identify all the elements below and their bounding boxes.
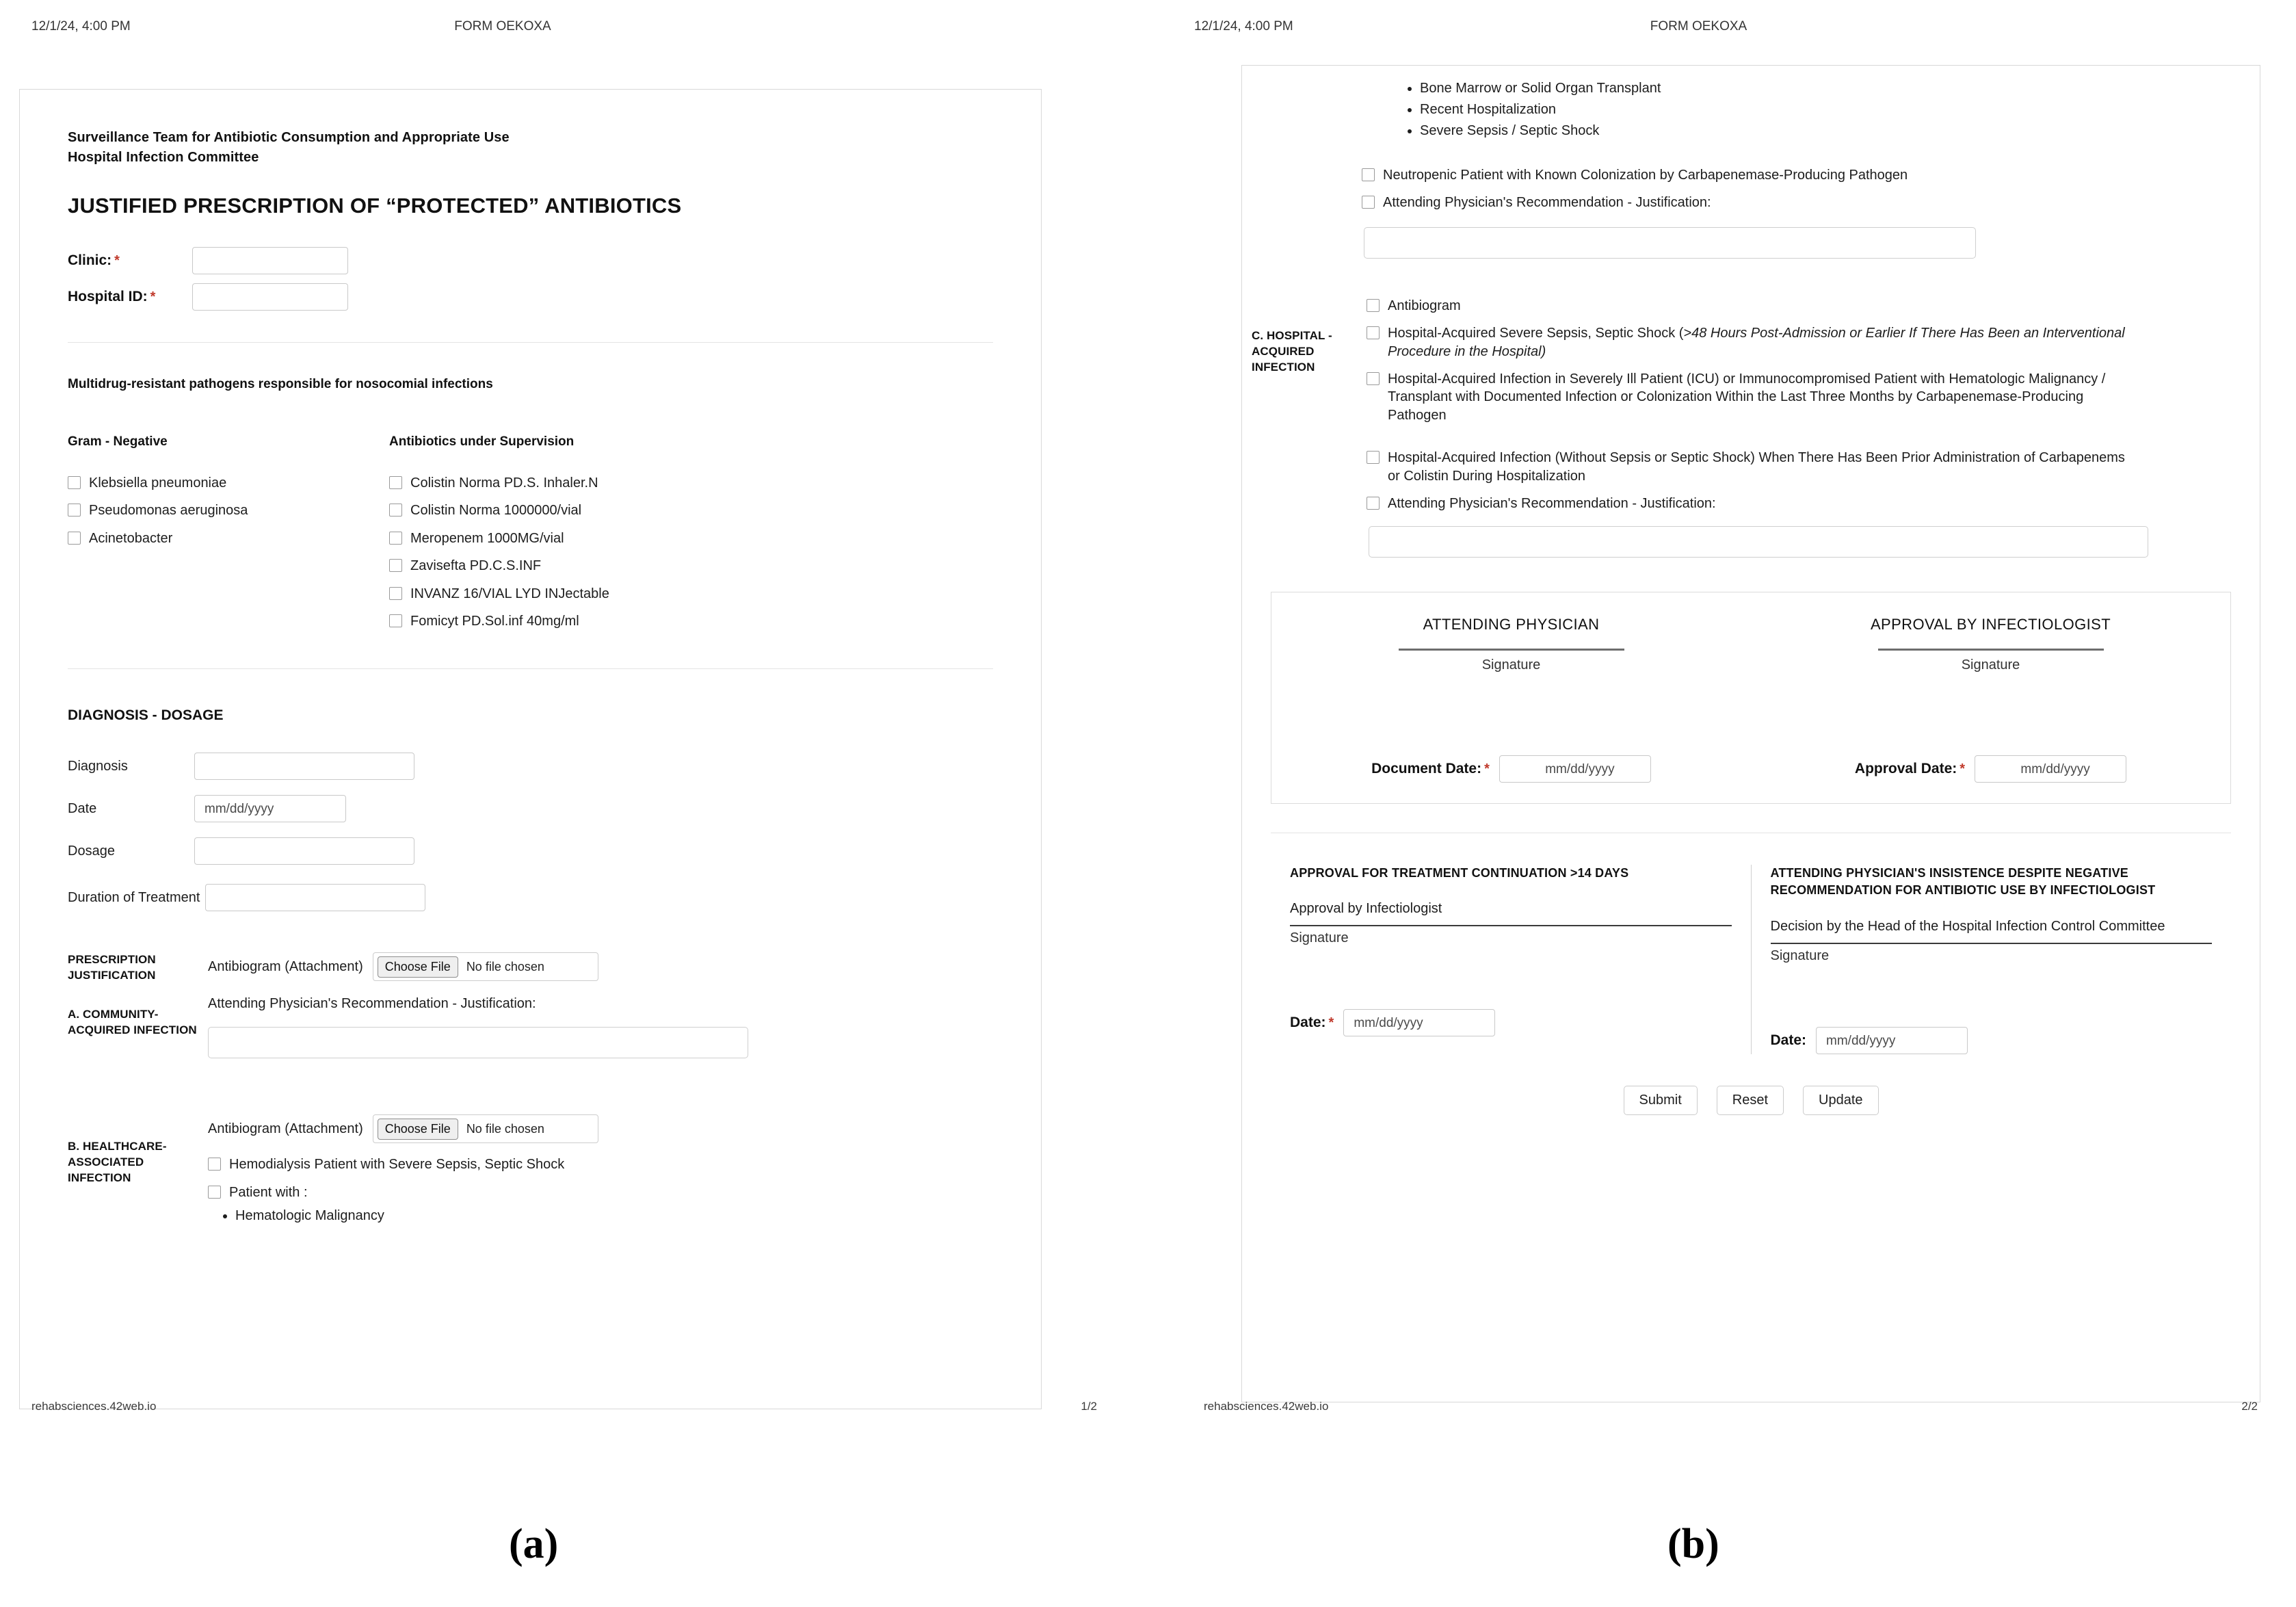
form-card-page-a — [19, 89, 1042, 1409]
checkbox-colistin-vial[interactable] — [389, 501, 993, 519]
physician-insistence-date-label: Date: — [1770, 1032, 1807, 1048]
attending-physician-signature-caption: Signature — [1481, 657, 1541, 673]
checkbox-icon[interactable] — [1362, 196, 1375, 209]
dosage-input[interactable] — [194, 837, 414, 865]
checkbox-label: Zavisefta PD.C.S.INF — [410, 558, 542, 574]
checkbox-icon[interactable] — [389, 559, 402, 572]
divider-1 — [68, 342, 993, 343]
checkbox-label: Pseudomonas aeruginosa — [89, 503, 248, 519]
justification-block-a-body — [208, 952, 993, 1058]
print-title-a: FORM OEKOXA — [454, 19, 551, 34]
checkbox-meropenem[interactable] — [389, 530, 993, 547]
attending-physician-signature-line — [1399, 649, 1624, 651]
treatment-continuation-date-placeholder: mm/dd/yyyy — [1354, 1016, 1423, 1031]
checkbox-icon[interactable] — [389, 532, 402, 545]
recommendation-input-a[interactable] — [208, 1027, 748, 1058]
checkbox-icon[interactable] — [1367, 451, 1380, 464]
treatment-continuation-date-label-text: Date: — [1290, 1015, 1326, 1031]
update-button[interactable]: Update — [1803, 1086, 1879, 1115]
continued-checkbox-block — [1242, 142, 2260, 259]
print-header-b — [1163, 19, 2296, 37]
physician-insistence-signature-caption: Signature — [1770, 948, 1830, 963]
physician-insistence-subtitle: Decision by the Head of the Hospital Infection Control Committee — [1770, 918, 2165, 934]
checkbox-label: Attending Physician's Recommendation - Justification: — [1383, 195, 1711, 211]
approval-date-placeholder: mm/dd/yyyy — [2020, 762, 2090, 777]
form-card-page-b — [1241, 65, 2260, 1402]
document-title: JUSTIFIED PRESCRIPTION OF “PROTECTED” ANTIBIOTICS — [68, 194, 682, 218]
section-c-justification-input[interactable] — [1369, 526, 2148, 558]
checkbox-label: Klebsiella pneumoniae — [89, 475, 227, 491]
file-status-text-b: No file chosen — [466, 1121, 544, 1136]
physician-insistence-title: ATTENDING PHYSICIAN'S INSISTENCE DESPITE NEGATIVE RECOMMENDATION FOR ANTIBIOTIC USE BY INFECTIOLOGIST — [1770, 866, 2156, 898]
checkbox-icon[interactable] — [389, 614, 402, 627]
document-date-placeholder: mm/dd/yyyy — [1545, 762, 1615, 777]
checkbox-hospital-acquired-without-sepsis[interactable] — [1367, 449, 2220, 485]
bottom-approval-section — [1271, 865, 2231, 1054]
antibiogram-file-input-b[interactable] — [373, 1114, 598, 1143]
checkbox-icon[interactable] — [1367, 326, 1380, 339]
antibiogram-attachment-label-b: Antibiogram (Attachment) — [208, 1121, 363, 1136]
diagnosis-label: Diagnosis — [68, 758, 128, 774]
antibiogram-attachment-row-a — [208, 952, 993, 981]
treatment-continuation-required-mark: * — [1328, 1015, 1334, 1031]
section-c-side-label — [1252, 297, 1367, 376]
print-url-a: rehabsciences.42web.io — [31, 1400, 157, 1413]
page-b-panel — [1163, 0, 2296, 1478]
checkbox-hospital-acquired-severely-ill[interactable] — [1367, 370, 2220, 424]
gram-negative-list — [68, 474, 389, 547]
checkbox-zavisefta[interactable] — [389, 557, 993, 575]
antibiogram-file-input-a[interactable] — [373, 952, 598, 981]
clinic-row — [68, 247, 993, 274]
section-c — [1242, 259, 2260, 558]
checkbox-hemodialysis-severe-sepsis[interactable] — [208, 1155, 993, 1173]
checkbox-fomicyt[interactable] — [389, 612, 993, 630]
approval-date-required-mark: * — [1959, 761, 1966, 777]
gram-negative-heading: Gram - Negative — [68, 434, 168, 449]
date-placeholder: mm/dd/yyyy — [204, 802, 274, 817]
document-date-label — [1371, 761, 1490, 777]
date-row — [68, 795, 993, 822]
clinic-label — [68, 252, 192, 269]
physician-insistence-signature-line — [1771, 943, 2213, 944]
treatment-continuation-column — [1271, 865, 1752, 1054]
justification-side-labels — [68, 952, 208, 1038]
print-url-b: rehabsciences.42web.io — [1204, 1400, 1329, 1413]
checkbox-icon[interactable] — [1367, 299, 1380, 312]
checkbox-label: Colistin Norma 1000000/vial — [410, 503, 582, 519]
pathogen-columns — [68, 434, 993, 640]
print-header-a — [0, 19, 1122, 37]
checkbox-label: Patient with : — [229, 1184, 308, 1200]
infectiologist-approval-title: APPROVAL BY INFECTIOLOGIST — [1870, 616, 2111, 633]
date-input[interactable] — [194, 795, 346, 822]
checkbox-icon[interactable] — [68, 476, 81, 489]
infectiologist-signature-caption: Signature — [1961, 657, 2020, 673]
continued-bullets-block — [1242, 66, 2260, 142]
clinic-label-text: Clinic: — [68, 252, 112, 268]
checkbox-icon[interactable] — [389, 476, 402, 489]
subfigure-caption-b: (b) — [1667, 1521, 1719, 1567]
justification-block-b — [68, 1114, 993, 1227]
physician-insistence-date-placeholder: mm/dd/yyyy — [1826, 1033, 1896, 1048]
checkbox-patient-with[interactable] — [208, 1184, 993, 1201]
hospital-id-required-mark: * — [150, 289, 156, 304]
document-date-row — [1271, 755, 1751, 783]
infectiologist-approval-column — [1751, 616, 2230, 783]
diagnosis-section-heading: DIAGNOSIS - DOSAGE — [68, 707, 224, 724]
diagnosis-input[interactable] — [194, 753, 414, 780]
section-c-side-label-text: C. HOSPITAL - ACQUIRED INFECTION — [1252, 328, 1332, 374]
clinic-input[interactable] — [192, 247, 348, 274]
checkbox-attending-recommendation-1[interactable] — [1362, 194, 2220, 211]
gram-negative-column — [68, 434, 389, 640]
antibiotics-list — [389, 474, 993, 630]
infectiologist-signature-line — [1878, 649, 2104, 651]
block-b-side-label: B. HEALTHCARE-ASSOCIATED INFECTION — [68, 1140, 167, 1185]
approval-date-row — [1751, 755, 2230, 783]
checkbox-label: Antibiogram — [1388, 298, 1461, 313]
section-c-body — [1367, 297, 2220, 558]
checkbox-label: Hospital-Acquired Infection in Severely Ill Patient (ICU) or Immunocompromised Patient with Hematologic Malignancy / Transplant with Documented Infection or Colonization Within the Last Three Months by Carbapenemase-Producing Pathogen — [1388, 371, 2106, 423]
physician-insistence-date-row — [1771, 1027, 2213, 1054]
antibiotics-column — [389, 434, 993, 640]
antibiogram-attachment-label-a: Antibiogram (Attachment) — [208, 958, 363, 974]
checkbox-acinetobacter[interactable] — [68, 530, 389, 547]
choose-file-button-a[interactable]: Choose File — [378, 956, 458, 978]
attending-physician-signature-column — [1271, 616, 1751, 783]
diagnosis-row — [68, 753, 993, 780]
physician-insistence-date-input[interactable] — [1816, 1027, 1968, 1054]
print-title-b: FORM OEKOXA — [1650, 19, 1747, 34]
signature-box — [1271, 592, 2231, 804]
continued-justification-input[interactable] — [1364, 227, 1976, 259]
checkbox-label: Acinetobacter — [89, 530, 173, 546]
checkbox-klebsiella-pneumoniae[interactable] — [68, 474, 389, 492]
org-line-1: Surveillance Team for Antibiotic Consumption and Appropriate Use — [68, 130, 510, 145]
recommendation-label-a: Attending Physician's Recommendation - Justification: — [208, 996, 536, 1012]
checkbox-colistin-inhaler[interactable] — [389, 474, 993, 492]
pathogen-section-heading: Multidrug-resistant pathogens responsible for nosocomial infections — [68, 377, 493, 391]
treatment-continuation-signature-line — [1290, 925, 1732, 926]
checkbox-icon[interactable] — [1367, 372, 1380, 385]
hospital-id-row — [68, 283, 993, 311]
block-b-bullet-list — [208, 1205, 993, 1227]
treatment-continuation-date-row — [1290, 1009, 1732, 1036]
diagnosis-rows — [68, 753, 993, 911]
checkbox-icon[interactable] — [208, 1186, 221, 1199]
treatment-continuation-title: APPROVAL FOR TREATMENT CONTINUATION >14 DAYS — [1290, 866, 1629, 880]
organization-heading — [68, 128, 993, 168]
physician-insistence-column — [1752, 865, 2232, 1054]
treatment-continuation-date-label — [1290, 1015, 1334, 1031]
document-date-input[interactable] — [1499, 755, 1651, 783]
duration-input[interactable] — [205, 884, 425, 911]
block-a-side-label: A. COMMUNITY-ACQUIRED INFECTION — [68, 1008, 197, 1037]
checkbox-icon[interactable] — [68, 532, 81, 545]
checkbox-label: Colistin Norma PD.S. Inhaler.N — [410, 475, 598, 491]
diagnosis-section — [68, 707, 993, 911]
checkbox-invanz[interactable] — [389, 585, 993, 603]
approval-date-label — [1855, 761, 1965, 777]
print-page-b: 2/2 — [2241, 1400, 2258, 1413]
print-page-a: 1/2 — [1081, 1400, 1097, 1413]
checkbox-antibiogram[interactable] — [1367, 297, 2220, 315]
checkbox-label: Attending Physician's Recommendation - Justification: — [1388, 495, 1716, 511]
dosage-row — [68, 837, 993, 865]
approval-date-label-text: Approval Date: — [1854, 761, 1957, 777]
checkbox-label: INVANZ 16/VIAL LYD INJectable — [410, 586, 609, 601]
submit-button[interactable]: Submit — [1624, 1086, 1698, 1115]
print-date-a: 12/1/24, 4:00 PM — [31, 19, 131, 34]
section-c-spacer — [1367, 434, 2220, 449]
checkbox-label: Meropenem 1000MG/vial — [410, 530, 564, 546]
checkbox-label: Fomicyt PD.Sol.inf 40mg/ml — [410, 613, 579, 629]
checkbox-icon[interactable] — [389, 587, 402, 600]
continued-bullet-list — [1393, 78, 2220, 142]
antibiotics-heading: Antibiotics under Supervision — [389, 434, 575, 449]
checkbox-label: Hospital-Acquired Severe Sepsis, Septic Shock (>48 Hours Post-Admission or Earlier If There Has Been an Interventional Procedure in the Hospital) — [1388, 326, 2125, 359]
choose-file-button-b[interactable]: Choose File — [378, 1119, 458, 1140]
checkbox-label: Hemodialysis Patient with Severe Sepsis, Septic Shock — [229, 1157, 565, 1173]
checkbox-icon[interactable] — [1367, 497, 1380, 510]
hospital-id-input[interactable] — [192, 283, 348, 311]
file-status-text-a: No file chosen — [466, 959, 544, 974]
treatment-continuation-date-input[interactable] — [1343, 1009, 1495, 1036]
checkbox-neutropenic-patient[interactable] — [1362, 166, 2220, 184]
print-footer-a — [0, 1400, 1122, 1417]
bullet-severe-sepsis: • Severe Sepsis / Septic Shock — [1420, 120, 2220, 142]
clinic-required-mark: * — [114, 253, 120, 268]
approval-date-input[interactable] — [1975, 755, 2126, 783]
bullet-bone-marrow-transplant: • Bone Marrow or Solid Organ Transplant — [1420, 78, 2220, 99]
identity-fields — [68, 247, 993, 311]
checkbox-icon[interactable] — [208, 1158, 221, 1171]
checkbox-icon[interactable] — [1362, 168, 1375, 181]
org-line-2: Hospital Infection Committee — [68, 150, 259, 165]
treatment-continuation-signature-caption: Signature — [1290, 930, 1349, 946]
checkbox-label: Hospital-Acquired Infection (Without Sepsis or Septic Shock) When There Has Been Prior Administration of Carbapenems or Colistin During Hospitalization — [1388, 450, 2125, 484]
subfigure-caption-a: (a) — [509, 1521, 559, 1567]
block-b-side-label-wrap — [68, 1114, 208, 1186]
action-button-row — [1242, 1086, 2260, 1115]
duration-label: Duration of Treatment — [68, 889, 200, 905]
checkbox-hospital-acquired-severe-sepsis[interactable] — [1367, 324, 2220, 361]
divider-2 — [68, 668, 993, 669]
checkbox-pseudomonas-aeruginosa[interactable] — [68, 501, 389, 519]
print-footer-b — [1163, 1400, 2296, 1417]
treatment-continuation-subtitle: Approval by Infectiologist — [1290, 901, 1442, 917]
attending-physician-title: ATTENDING PHYSICIAN — [1423, 616, 1600, 633]
checkbox-attending-recommendation-2[interactable] — [1367, 495, 2220, 512]
hospital-id-label-text: Hospital ID: — [68, 289, 148, 304]
checkbox-icon[interactable] — [68, 504, 81, 517]
document-date-required-mark: * — [1484, 761, 1490, 777]
print-date-b: 12/1/24, 4:00 PM — [1194, 19, 1293, 34]
checkbox-label: Neutropenic Patient with Known Colonization by Carbapenemase-Producing Pathogen — [1383, 168, 1908, 183]
hospital-id-label — [68, 289, 192, 305]
page-a-panel — [0, 0, 1122, 1478]
pathogen-section — [68, 377, 993, 640]
justification-block-b-body — [208, 1114, 993, 1227]
checkbox-icon[interactable] — [389, 504, 402, 517]
antibiogram-attachment-row-b — [208, 1114, 993, 1143]
duration-row — [68, 884, 993, 911]
prescription-justification-label: PRESCRIPTION JUSTIFICATION — [68, 953, 156, 982]
block-b-checkboxes — [208, 1155, 993, 1227]
document-date-label-text: Document Date: — [1371, 761, 1482, 777]
bullet-hematologic-malignancy: • Hematologic Malignancy — [235, 1205, 993, 1227]
justification-block-a — [68, 952, 993, 1058]
reset-button[interactable]: Reset — [1717, 1086, 1784, 1115]
date-label: Date — [68, 800, 97, 816]
bullet-recent-hospitalization: • Recent Hospitalization — [1420, 99, 2220, 120]
dosage-label: Dosage — [68, 843, 115, 859]
